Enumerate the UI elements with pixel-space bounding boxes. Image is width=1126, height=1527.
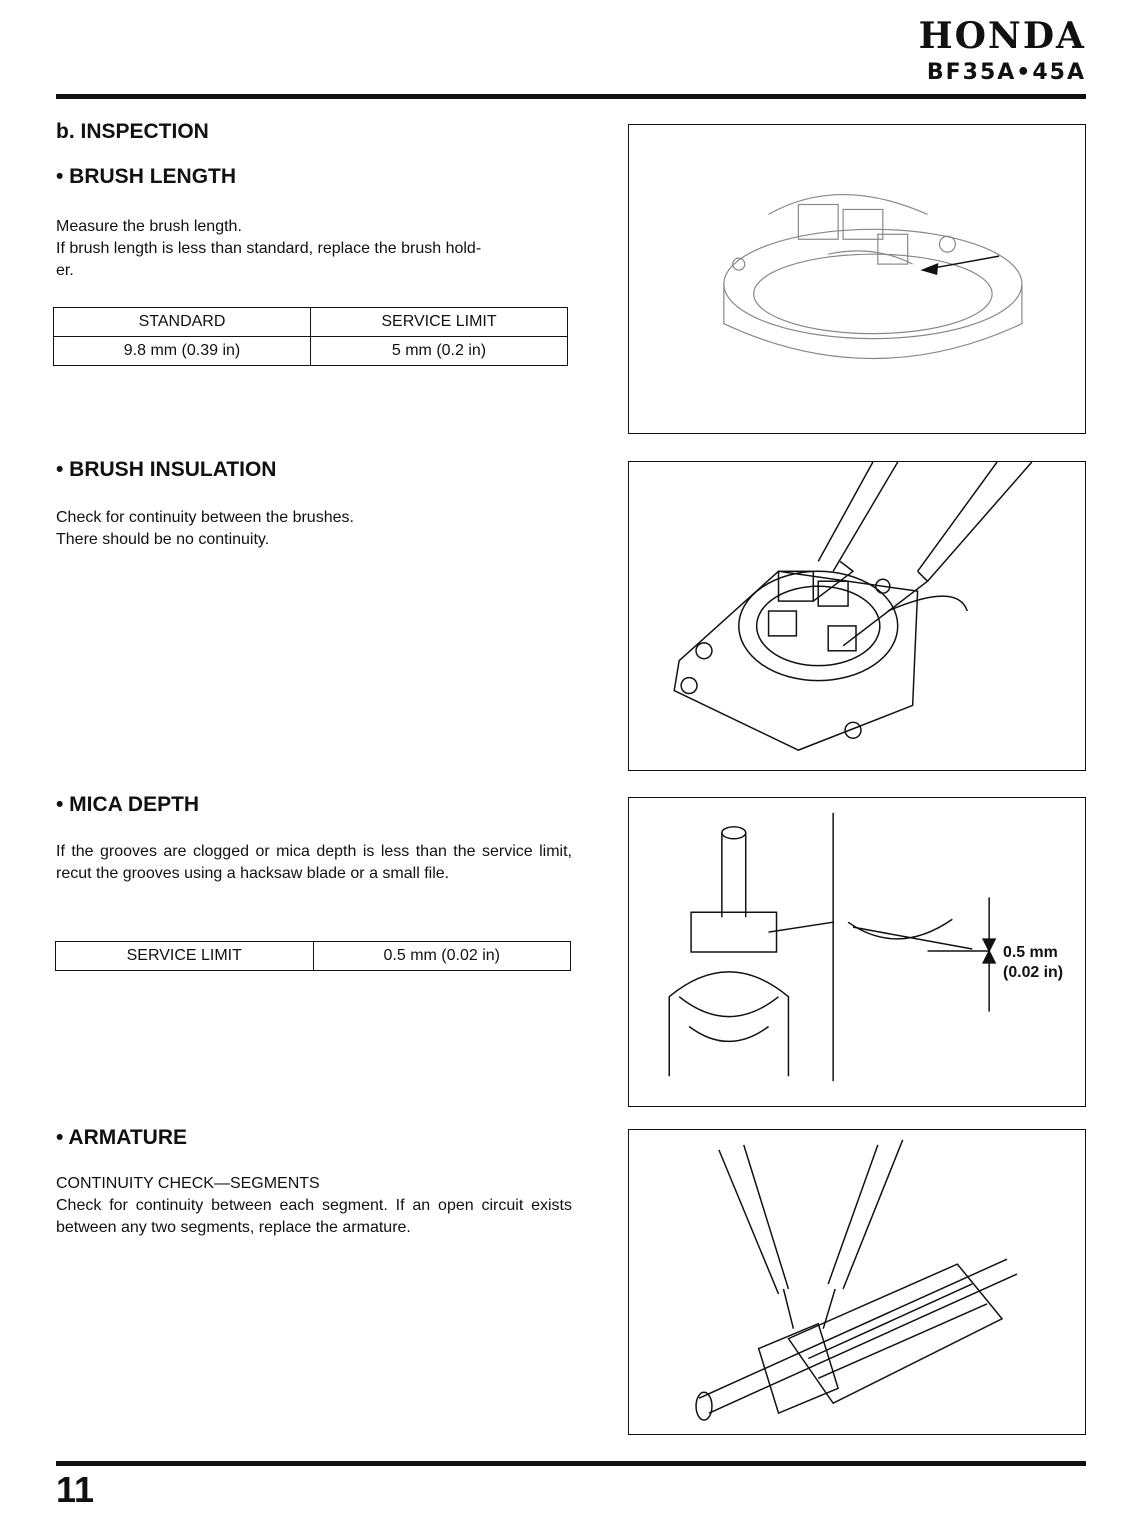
table-cell: 9.8 mm (0.39 in) (54, 337, 311, 366)
table-cell: 5 mm (0.2 in) (311, 337, 568, 366)
table-header-cell: SERVICE LIMIT (311, 308, 568, 337)
mica-depth-label-mm: 0.5 mm (1003, 943, 1058, 961)
brush-length-heading: • BRUSH LENGTH (56, 165, 237, 188)
brush-holder-illustration (629, 125, 1085, 433)
section-title: b. INSPECTION (56, 120, 209, 143)
brush-length-text (56, 216, 572, 282)
table-row (54, 337, 568, 366)
armature-body: Check for continuity between each segment. If an open circuit exists between any two segments, replace the armature. (56, 1197, 572, 1236)
header-brand (919, 16, 1086, 85)
footer-rule (56, 1461, 1086, 1466)
brush-insulation-text (56, 507, 572, 551)
brush-length-line: Measure the brush length. (56, 218, 242, 235)
mica-depth-table (55, 941, 571, 971)
header-rule (56, 94, 1086, 99)
brush-insulation-line: Check for continuity between the brushes. (56, 509, 354, 526)
table-header-cell: STANDARD (54, 308, 311, 337)
brush-length-line: er. (56, 262, 74, 279)
mica-depth-text: If the grooves are clogged or mica depth is less than the service limit, recut the grooves using a hacksaw blade or a small file. (56, 843, 572, 882)
brush-insulation-heading: • BRUSH INSULATION (56, 458, 277, 481)
table-row (56, 942, 571, 971)
armature-illustration (629, 1130, 1085, 1434)
table-row (54, 308, 568, 337)
model-name: BF35A•45A (926, 60, 1086, 85)
brush-insulation-line: There should be no continuity. (56, 531, 270, 548)
mica-depth-label-in: (0.02 in) (1003, 963, 1064, 981)
table-header-cell: SERVICE LIMIT (56, 942, 314, 971)
table-cell: 0.5 mm (0.02 in) (313, 942, 571, 971)
mica-depth-illustration (629, 798, 1085, 1106)
honda-logo: HONDA (918, 15, 1086, 57)
brush-insulation-illustration (629, 462, 1085, 770)
mica-depth-figure (628, 797, 1086, 1107)
brush-length-line: If brush length is less than standard, replace the brush hold- (56, 240, 482, 257)
mica-depth-heading: • MICA DEPTH (56, 793, 200, 816)
armature-text (56, 1173, 572, 1239)
armature-heading: • ARMATURE (56, 1126, 188, 1149)
armature-subheading: CONTINUITY CHECK—SEGMENTS (56, 1175, 320, 1192)
page-number: 11 (56, 1469, 95, 1510)
brush-insulation-figure (628, 461, 1086, 771)
armature-figure (628, 1129, 1086, 1435)
brush-holder-figure (628, 124, 1086, 434)
brush-length-table (53, 307, 568, 366)
